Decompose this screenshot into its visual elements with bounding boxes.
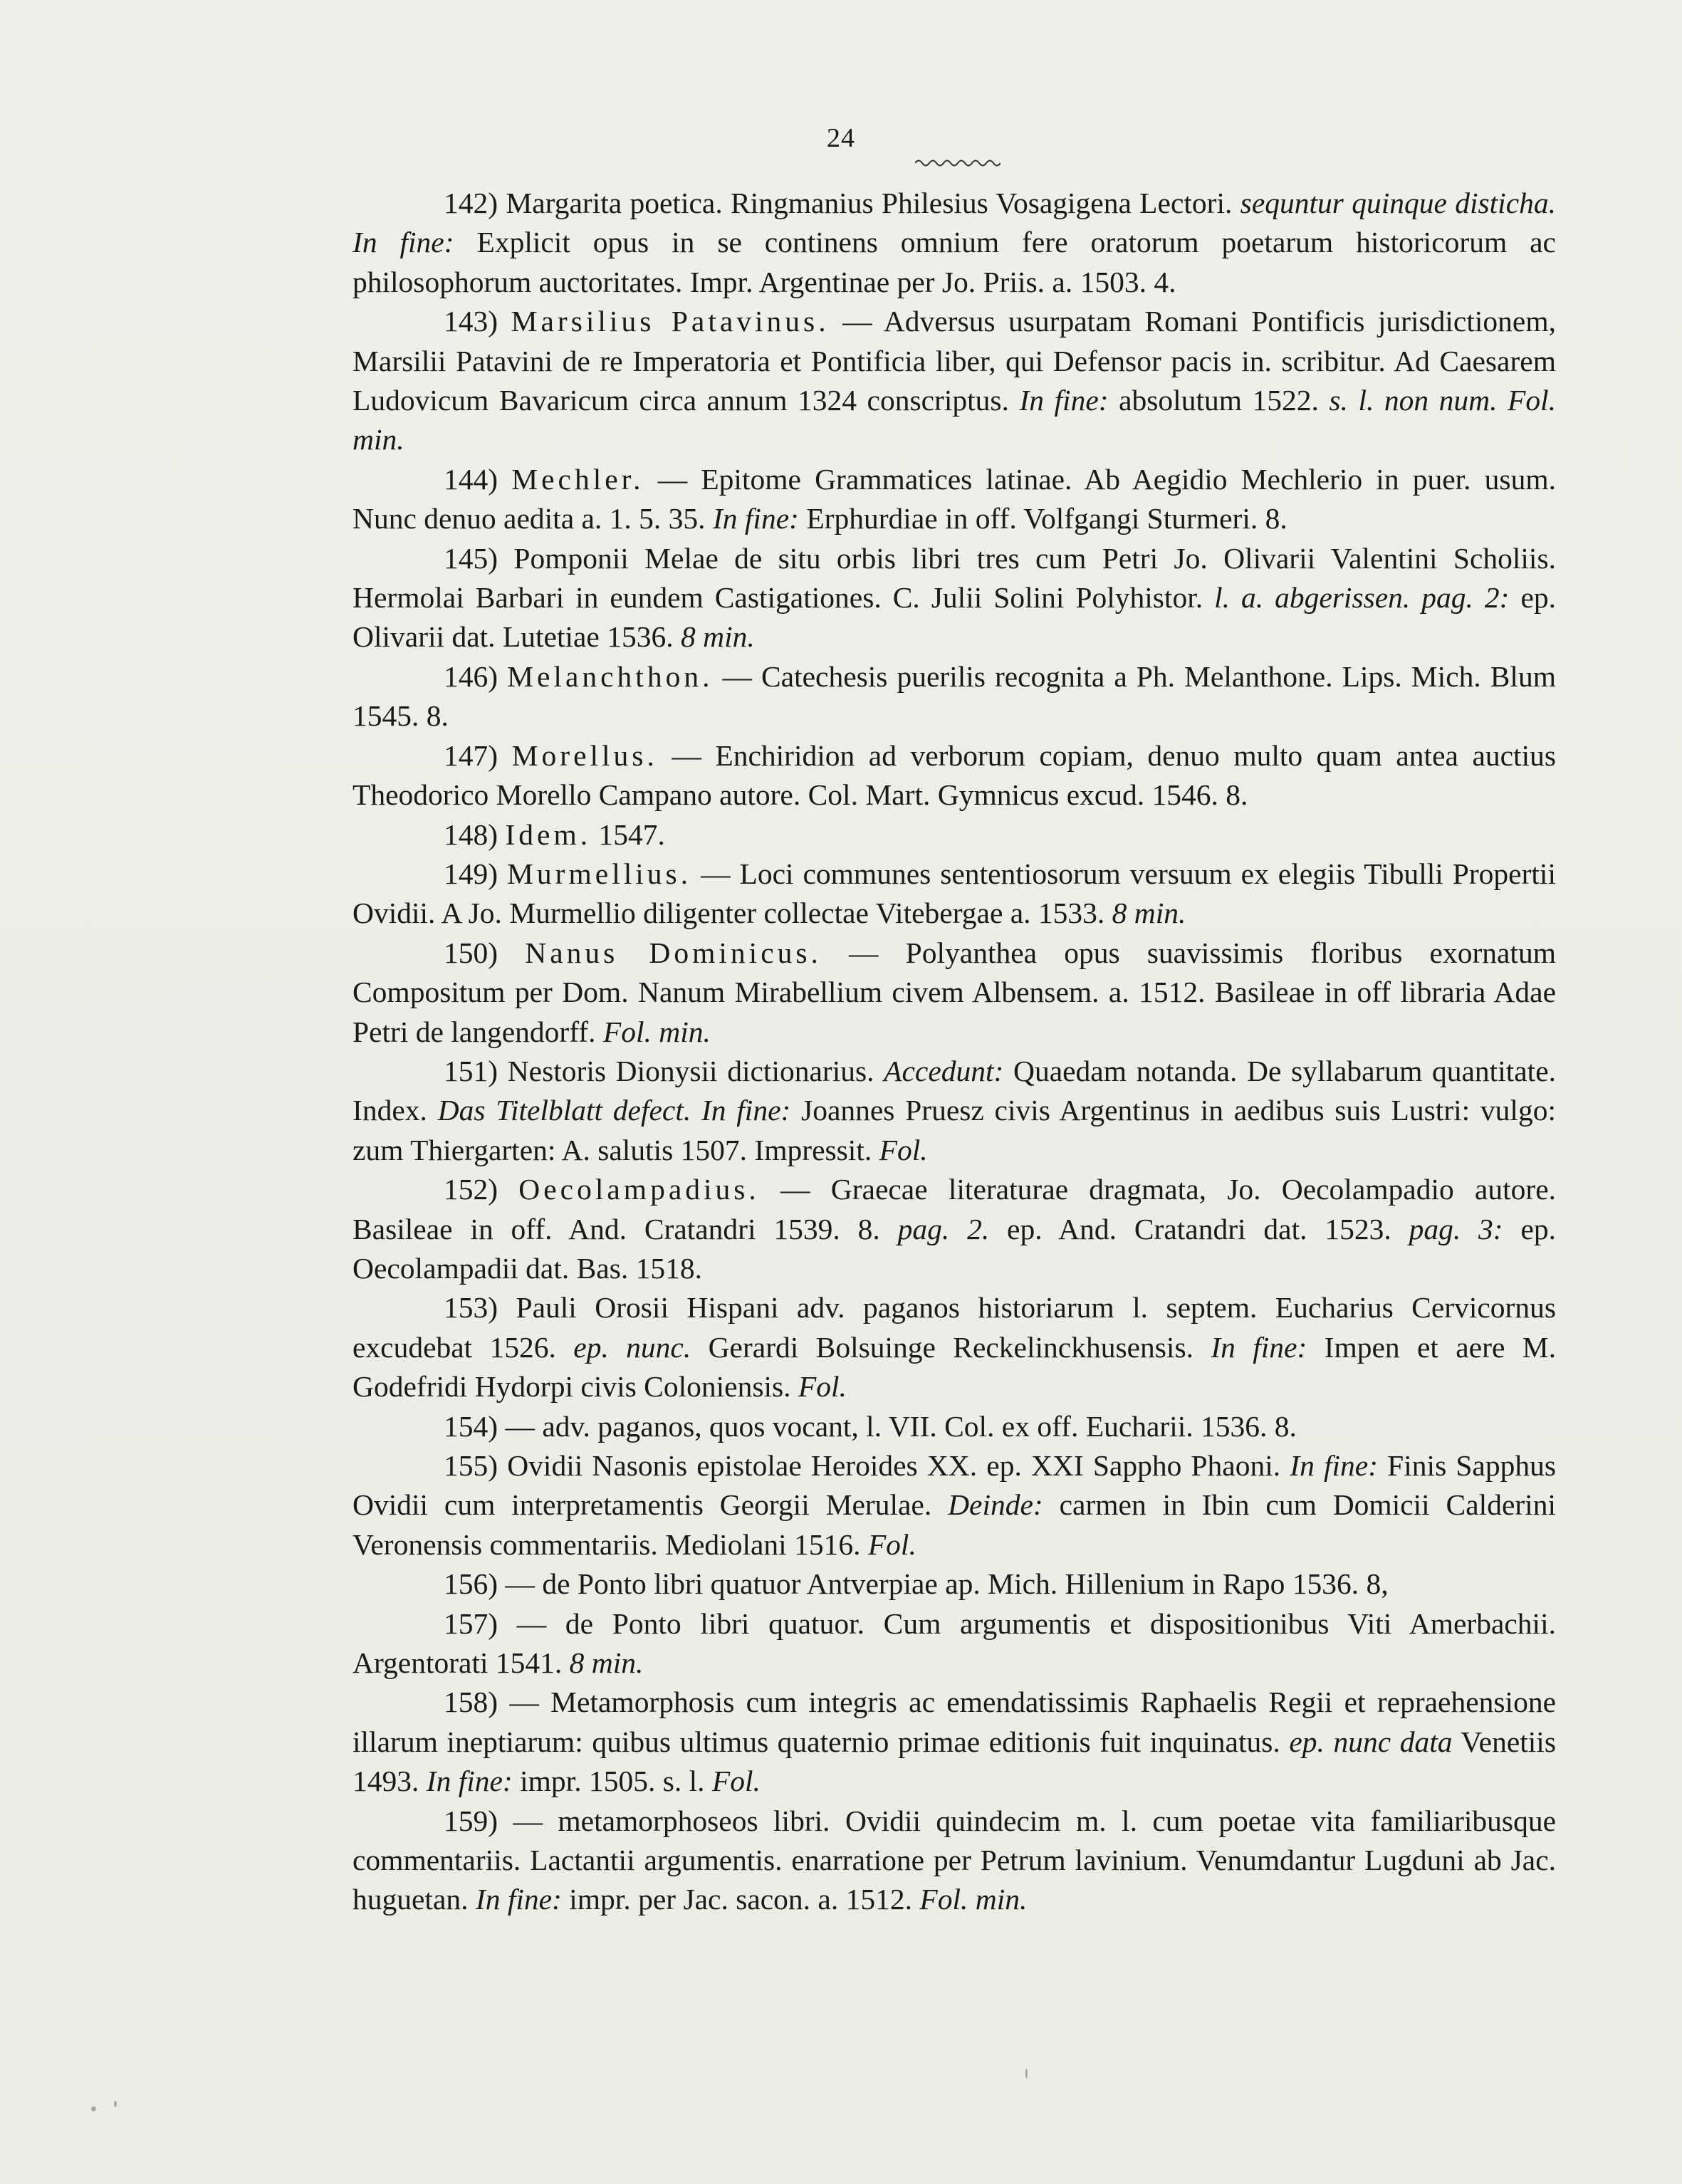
- entry-156: [352, 1564, 1556, 1604]
- entry-text: 144): [444, 462, 512, 496]
- entry-text: absolutum 1522.: [1108, 384, 1330, 417]
- entry-text: Finis Sapphus Ovidii cum interpretamentis Georgii Merulae.: [352, 1449, 1557, 1522]
- entry-text: carmen in Ibin cum Domicii Calderini Veronensis commentariis. Mediolani 1516.: [352, 1488, 1556, 1561]
- entry-152: [352, 1170, 1556, 1288]
- italic-note: Fol. min.: [919, 1883, 1028, 1916]
- entry-text: — Enchiridion ad verborum copiam, denuo multo quam antea auctius Theodorico Morello Campano autore. Col. Mart. Gymnicus excud. 1546. 8.: [352, 738, 1556, 812]
- italic-note: In fine:: [712, 502, 799, 535]
- author-name: Mechler.: [511, 462, 644, 496]
- entry-153: [352, 1288, 1556, 1406]
- entry-text: 159) — metamorphoseos libri. Ovidii quindecim m. l. cum poetae vita familiaribusque commentariis. Lactantii argumentis. enarratione per Petrum lavinium. Venumdantur Lugduni ab Jac. huguetan.: [352, 1804, 1556, 1916]
- italic-note: Fol.: [867, 1527, 916, 1561]
- entry-144: [352, 460, 1556, 539]
- entry-text: 147): [444, 738, 512, 772]
- italic-note: Fol.: [711, 1765, 761, 1798]
- author-name: Murmellius.: [507, 857, 692, 890]
- entry-text: 157) — de Ponto libri quatuor. Cum argumentis et dispositionibus Viti Amerbachii. Argentorati 1541.: [352, 1606, 1556, 1680]
- entry-text: Explicit opus in se continens omnium fere oratorum poetarum historicorum ac philosophorum auctoritates. Impr. Argentinae per Jo. Priis. a. 1503. 4.: [352, 226, 1556, 298]
- entry-157: [352, 1604, 1556, 1683]
- entry-147: [352, 736, 1556, 815]
- entry-text: Impen et aere M. Godefridi Hydorpi civis Coloniensis.: [352, 1330, 1556, 1404]
- entry-text: — Epitome Grammatices latinae. Ab Aegidio Mechlerio in puer. usum. Nunc denuo aedita a. 1. 5. 35.: [352, 462, 1556, 535]
- entry-text: 145) Pomponii Melae de situ orbis libri tres cum Petri Jo. Olivarii Valentini Scholiis. Hermolai Barbari in eundem Castigationes. C. Julii Solini Polyhistor.: [352, 541, 1556, 615]
- italic-note: pag. 3:: [1409, 1212, 1503, 1245]
- author-name: Morellus.: [511, 738, 658, 772]
- entry-text: 154) — adv. paganos, quos vocant, l. VII. Col. ex off. Eucharii. 1536. 8.: [444, 1409, 1297, 1443]
- italic-note: ep. nunc.: [573, 1330, 691, 1364]
- entry-158: [352, 1683, 1556, 1801]
- author-name: Oecolampadius.: [518, 1173, 760, 1206]
- italic-note: ep. nunc data: [1289, 1725, 1453, 1758]
- italic-note: Fol. min.: [602, 1015, 711, 1048]
- entry-155: [352, 1446, 1556, 1564]
- folio-wave-ornament: [915, 158, 1001, 168]
- entry-text: — Polyanthea opus suavissimis floribus exornatum Compositum per Dom. Nanum Mirabellium civem Albensem. a. 1512. Basileae in off libraria Adae Petri de langendorff.: [352, 936, 1556, 1048]
- italic-note: Fol.: [798, 1370, 847, 1404]
- entry-text: 152): [444, 1173, 519, 1206]
- entry-text: 155) Ovidii Nasonis epistolae Heroides XX. ep. XXI Sappho Phaoni.: [444, 1449, 1290, 1482]
- catalogue-entries: [352, 184, 1556, 1920]
- entry-text: Gerardi Bolsuinge Reckelinckhusensis.: [691, 1330, 1211, 1364]
- entry-146: [352, 657, 1556, 736]
- author-name: Nanus Dominicus.: [525, 936, 822, 969]
- ink-speck: [114, 2101, 117, 2107]
- italic-note: Fol.: [879, 1133, 928, 1166]
- italic-note: 8 min.: [680, 620, 755, 654]
- entry-text: ep. Oecolampadii dat. Bas. 1518.: [352, 1212, 1557, 1285]
- page-number: 24: [827, 123, 855, 153]
- entry-149: [352, 855, 1556, 934]
- italic-note: 8 min.: [1112, 897, 1186, 930]
- entry-text: ep. And. Cratandri dat. 1523.: [989, 1212, 1409, 1245]
- entry-text: 143): [444, 305, 511, 338]
- entry-text: 148): [444, 817, 506, 851]
- entry-text: Erphurdiae in off. Volfgangi Sturmeri. 8.: [798, 502, 1287, 535]
- entry-text: Quaedam notanda. De syllabarum quantitate. Index.: [352, 1054, 1557, 1127]
- entry-text: 156) — de Ponto libri quatuor Antverpiae ap. Mich. Hillenium in Rapo 1536. 8,: [444, 1567, 1389, 1601]
- entry-text: impr. 1505. s. l.: [512, 1765, 712, 1798]
- entry-159: [352, 1802, 1556, 1920]
- italic-note: In fine:: [1290, 1449, 1379, 1482]
- entry-text: 146): [444, 659, 508, 693]
- entry-text: impr. per Jac. sacon. a. 1512.: [561, 1883, 920, 1916]
- entry-text: 153) Pauli Orosii Hispani adv. paganos historiarum l. septem. Eucharius Cervicornus excudebat 1526.: [352, 1291, 1556, 1364]
- entry-text: 142) Margarita poetica. Ringmanius Philesius Vosagigena Lectori.: [444, 187, 1240, 219]
- author-name: Melanchthon.: [507, 659, 714, 693]
- italic-note: s. l. non num. Fol. min.: [352, 384, 1556, 456]
- author-name: Idem.: [505, 817, 592, 851]
- entry-145: [352, 539, 1556, 657]
- entry-text: 158) — Metamorphosis cum integris ac emendatissimis Raphaelis Regii et repraehensione illarum ineptiarum: quibus ultimus quaternio primae editionis fuit inquinatus.: [352, 1686, 1556, 1758]
- entry-text: 151) Nestoris Dionysii dictionarius.: [444, 1054, 884, 1087]
- italic-note: sequntur quinque disticha.: [1240, 187, 1556, 219]
- italic-note: Accedunt:: [884, 1054, 1004, 1087]
- entry-142: [352, 184, 1556, 302]
- italic-note: In fine:: [475, 1883, 562, 1916]
- entry-text: Joannes Pruesz civis Argentinus in aedibus suis Lustri: vulgo: zum Thiergarten: A. salutis 1507. Impressit.: [352, 1094, 1556, 1166]
- entry-151: [352, 1052, 1556, 1170]
- entry-text: — Adversus usurpatam Romani Pontificis jurisdictionem, Marsilii Patavini de re Imperatoria et Pontificia liber, qui Defensor pacis in. scribitur. Ad Caesarem Ludovicum Bavaricum circa annum 1324 conscriptus.: [352, 305, 1556, 417]
- italic-note: l. a. abgerissen. pag. 2:: [1214, 581, 1510, 615]
- ink-speck: [1025, 2069, 1028, 2079]
- italic-note: 8 min.: [569, 1646, 644, 1680]
- entry-text: 1547.: [591, 817, 665, 851]
- entry-154: [352, 1407, 1556, 1446]
- entry-text: ep. Olivarii dat. Lutetiae 1536.: [352, 581, 1557, 654]
- entry-143: [352, 302, 1556, 460]
- entry-text: — Loci communes sententiosorum versuum ex elegiis Tibulli Propertii Ovidii. A Jo. Murmellio diligenter collectae Vitebergae a. 1533.: [352, 857, 1556, 930]
- italic-note: In fine:: [352, 226, 454, 259]
- italic-note: Das Titelblatt defect. In fine:: [437, 1094, 791, 1127]
- italic-note: In fine:: [1211, 1330, 1307, 1364]
- entry-text: 149): [444, 857, 508, 890]
- ink-speck: [91, 2106, 96, 2111]
- entry-text: — Graecae literaturae dragmata, Jo. Oecolampadio autore. Basileae in off. And. Cratandri 1539. 8.: [352, 1173, 1556, 1245]
- author-name: Marsilius Patavinus.: [511, 305, 830, 338]
- entry-150: [352, 934, 1556, 1052]
- italic-note: In fine:: [426, 1765, 513, 1798]
- entry-148: [352, 815, 1556, 855]
- italic-note: pag. 2.: [897, 1212, 990, 1245]
- italic-note: In fine:: [1019, 384, 1109, 417]
- italic-note: Deinde:: [948, 1488, 1043, 1522]
- entry-text: Venetiis 1493.: [352, 1725, 1556, 1798]
- entry-text: — Catechesis puerilis recognita a Ph. Melanthone. Lips. Mich. Blum 1545. 8.: [352, 659, 1556, 733]
- entry-text: 150): [444, 936, 526, 969]
